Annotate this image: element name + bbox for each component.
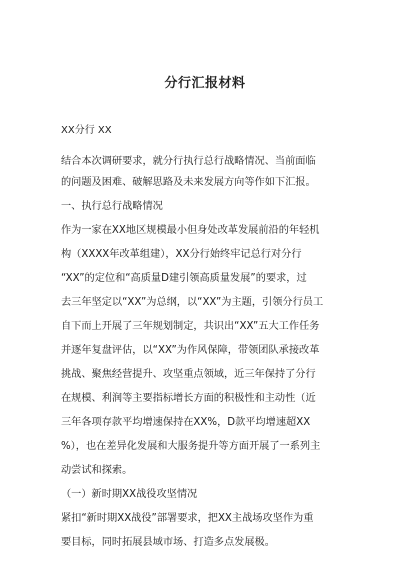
body-line: 动尝试和探索。 [61, 465, 133, 476]
body-line: 结合本次调研要求，就分行执行总行战略情况、当前面临 [61, 156, 316, 167]
body-line: 紧扣“新时期XX战役”部署要求，把XX主战场攻坚作为重 [61, 513, 314, 524]
body-line: %），也在差异化发展和大服务提升等方面开展了一系列主 [61, 441, 321, 452]
document-from-line: XX分行 XX [61, 125, 112, 136]
subsection-heading: （一）新时期XX战役攻坚情况 [61, 489, 198, 500]
body-line: 要目标，同时拓展县域市场、打造多点发展极。 [61, 537, 275, 548]
section-heading: 一、执行总行战略情况 [61, 201, 163, 212]
body-line: 挑战、聚焦经营提升、攻坚重点领域，近三年保持了分行 [61, 369, 316, 380]
body-line: 自下而上开展了三年规划制定，共识出“XX”五大工作任务 [61, 321, 320, 332]
document-title: 分行汇报材料 [164, 76, 246, 91]
body-line: 三年各项存款平均增速保持在XX%，D款平均增速超XX [61, 417, 311, 428]
body-line: 去三年坚定以“XX”为总纲，以“XX”为主题，引领分行员工 [61, 297, 324, 308]
body-line: 构（XXXX年改革组建），XX分行始终牢记总行对分行 [61, 249, 302, 260]
body-line: 的问题及困难、破解思路及未来发展方向等作如下汇报。 [61, 177, 316, 188]
body-line: 并逐年复盘评估，以“XX”为作风保障，带领团队承接改革 [61, 345, 320, 356]
body-line: 作为一家在XX地区规模最小但身处改革发展前沿的年轻机 [61, 225, 320, 236]
body-line: 在规模、利润等主要指标增长方面的积极性和主动性（近 [61, 393, 316, 404]
body-line: “XX”的定位和“高质量D建引领高质量发展”的要求，过 [61, 273, 307, 284]
